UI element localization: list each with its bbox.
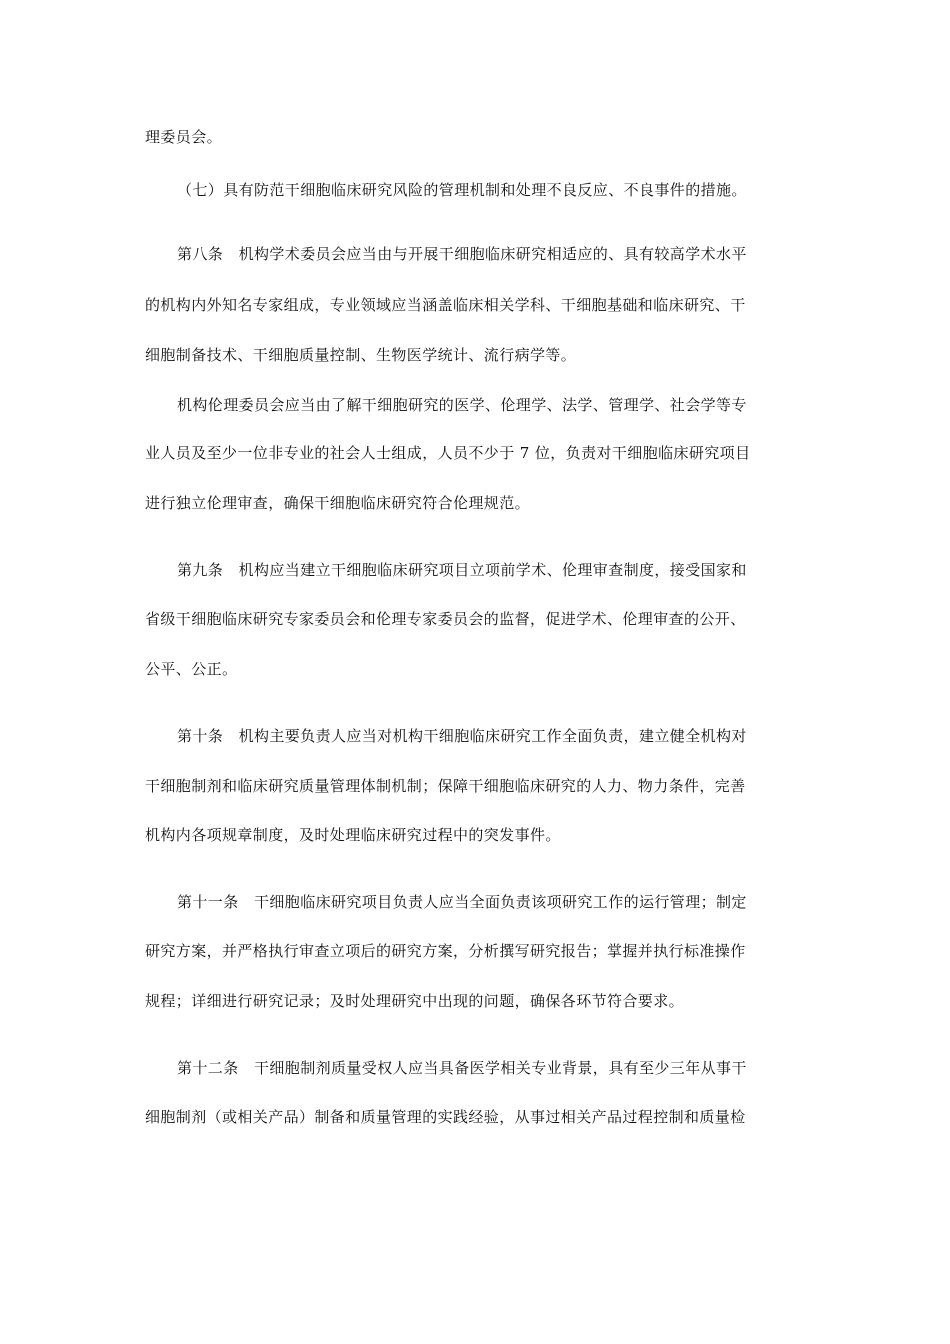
text-line: 公平、公正。 [145, 660, 238, 678]
text-line: 规程；详细进行研究记录；及时处理研究中出现的问题，确保各环节符合要求。 [145, 992, 685, 1010]
text-line: 第十一条 干细胞临床研究项目负责人应当全面负责该项研究工作的运行管理；制定 [177, 893, 747, 911]
text-line: 的机构内外知名专家组成，专业领域应当涵盖临床相关学科、干细胞基础和临床研究、干 [145, 296, 746, 314]
text-line: 机构伦理委员会应当由了解干细胞研究的医学、伦理学、法学、管理学、社会学等专 [177, 396, 747, 414]
text-line: 第八条 机构学术委员会应当由与开展干细胞临床研究相适应的、具有较高学术水平 [177, 245, 747, 263]
text-line: （七）具有防范干细胞临床研究风险的管理机制和处理不良反应、不良事件的措施。 [177, 181, 747, 199]
text-line: 省级干细胞临床研究专家委员会和伦理专家委员会的监督，促进学术、伦理审查的公开、 [145, 610, 746, 628]
text-line: 细胞制剂（或相关产品）制备和质量管理的实践经验，从事过相关产品过程控制和质量检 [145, 1108, 746, 1126]
text-line: 细胞制备技术、干细胞质量控制、生物医学统计、流行病学等。 [145, 346, 577, 364]
text-line: 干细胞制剂和临床研究质量管理体制机制；保障干细胞临床研究的人力、物力条件，完善 [145, 777, 746, 795]
text-line: 研究方案，并严格执行审查立项后的研究方案，分析撰写研究报告；掌握并执行标准操作 [145, 942, 746, 960]
text-line: 机构内各项规章制度，及时处理临床研究过程中的突发事件。 [145, 826, 561, 844]
text-line: 第九条 机构应当建立干细胞临床研究项目立项前学术、伦理审查制度，接受国家和 [177, 561, 747, 579]
text-line: 进行独立伦理审查，确保干细胞临床研究符合伦理规范。 [145, 494, 531, 512]
text-line: 第十二条 干细胞制剂质量受权人应当具备医学相关专业背景，具有至少三年从事干 [177, 1059, 747, 1077]
text-line: 第十条 机构主要负责人应当对机构干细胞临床研究工作全面负责，建立健全机构对 [177, 727, 747, 745]
text-line: 理委员会。 [145, 128, 223, 146]
text-line: 业人员及至少一位非专业的社会人士组成，人员不少于 7 位，负责对干细胞临床研究项目 [145, 444, 751, 462]
